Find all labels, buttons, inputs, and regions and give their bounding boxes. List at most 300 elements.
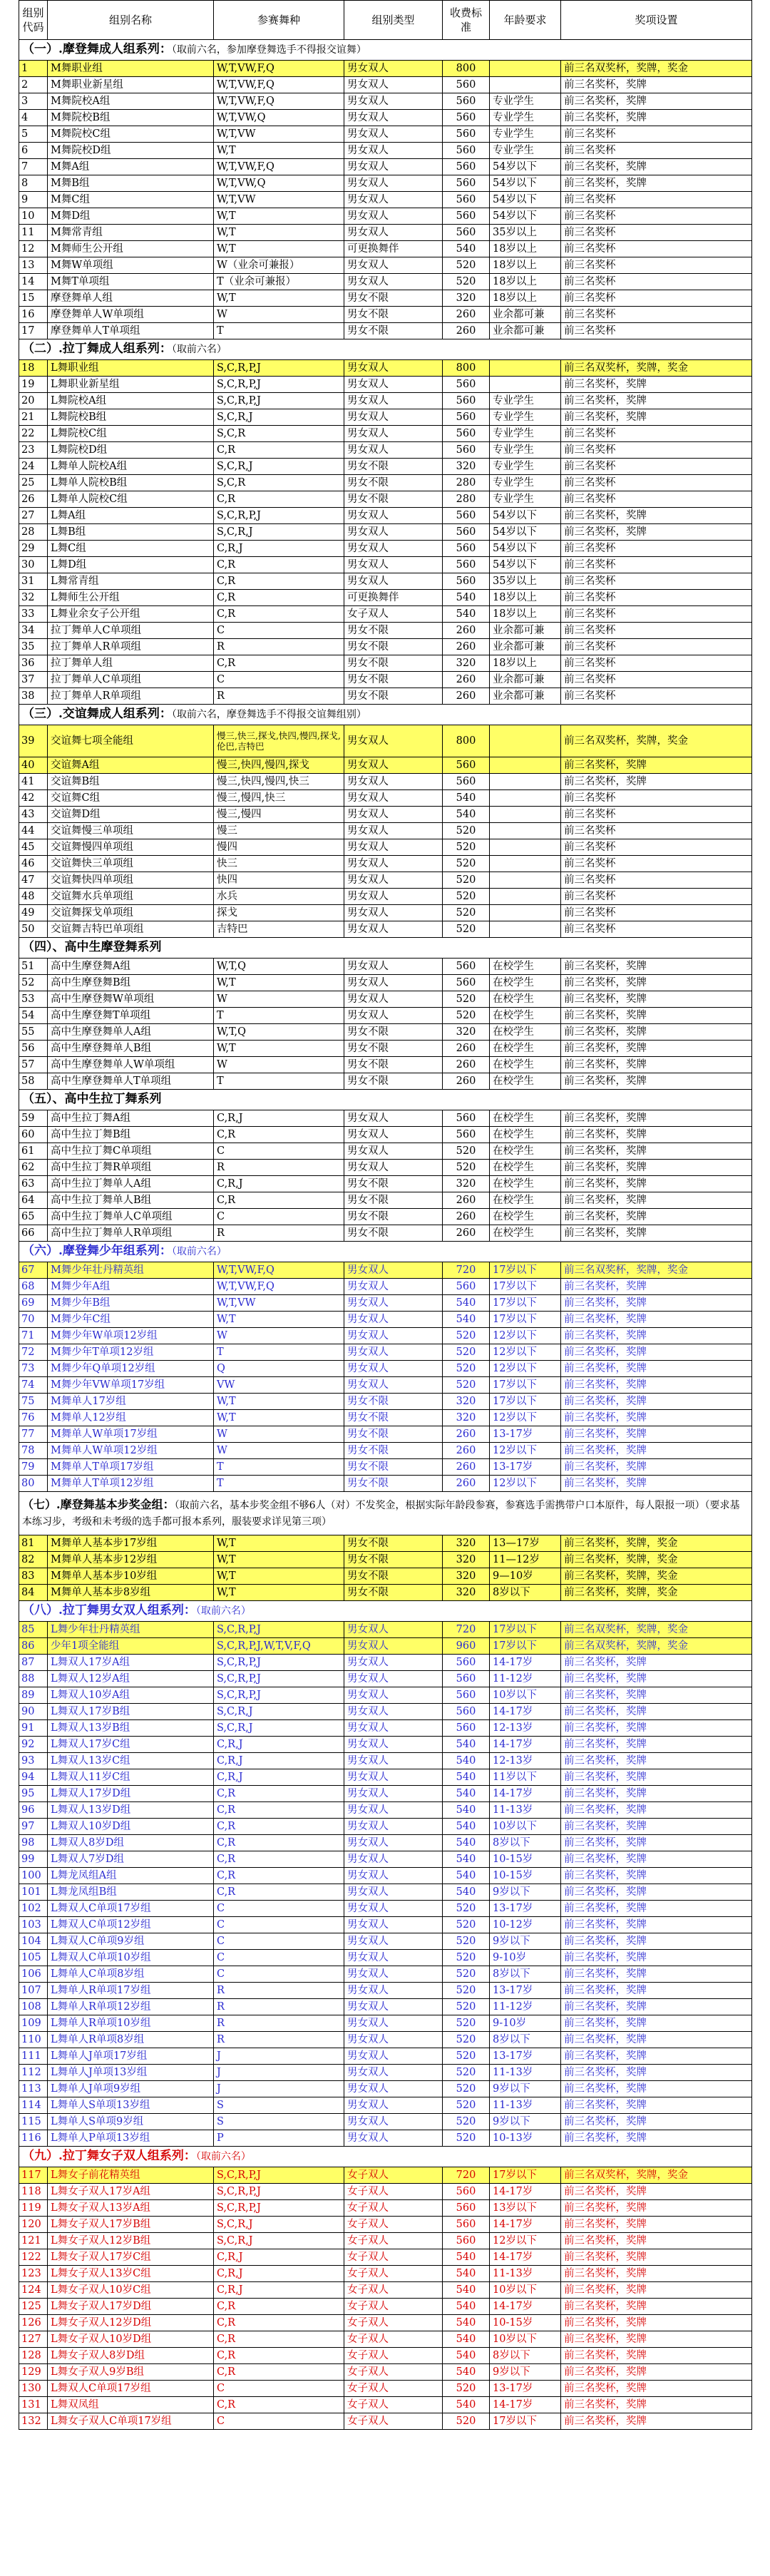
cell-group-name: L舞单人S单项13岁组 [48,2097,214,2114]
cell-fee: 560 [443,409,490,426]
cell-fee: 560 [443,225,490,241]
table-row [19,208,752,225]
cell-code: 33 [19,606,48,623]
cell-age: 8岁以下 [490,1835,561,1851]
section-note: （取前六名，参加摩登舞选手不得报交谊舞） [171,44,366,56]
cell-group-name: L舞单人院校C组 [48,491,214,508]
cell-dances: S [214,2097,344,2114]
table-row [19,1192,752,1209]
cell-group-name: M舞少年A组 [48,1279,214,1295]
cell-code: 81 [19,1535,48,1552]
cell-fee: 560 [443,110,490,126]
cell-code: 26 [19,491,48,508]
cell-group-type: 男女双人 [344,1933,443,1950]
cell-dances: C,R [214,2315,344,2331]
cell-dances: C,R,J [214,1769,344,1786]
cell-group-name: 摩登舞单人T单项组 [48,323,214,339]
table-row [19,655,752,672]
cell-dances: C,R [214,2348,344,2364]
cell-fee: 720 [443,1622,490,1638]
cell-awards: 前三名奖杯，奖牌 [561,393,752,409]
cell-age [490,774,561,790]
table-row [19,1279,752,1295]
cell-dances: W,T [214,1394,344,1410]
cell-code: 66 [19,1225,48,1242]
cell-age: 在校学生 [490,1057,561,1073]
cell-dances: R [214,2032,344,2048]
cell-code: 95 [19,1786,48,1802]
cell-group-type: 女子双人 [344,2282,443,2299]
table-row [19,1687,752,1704]
cell-dances: W,T [214,1410,344,1426]
cell-fee: 560 [443,1127,490,1143]
cell-awards: 前三名双奖杯，奖牌，奖金 [561,2167,752,2184]
cell-age [490,889,561,905]
cell-awards: 前三名奖杯 [561,623,752,639]
cell-age: 13-17岁 [490,1901,561,1917]
cell-age: 8岁以下 [490,2348,561,2364]
cell-age: 54岁以下 [490,159,561,175]
cell-awards: 前三名奖杯，奖牌 [561,2331,752,2348]
table-row [19,1983,752,1999]
cell-group-type: 男女不限 [344,688,443,705]
table-row [19,2130,752,2147]
cell-code: 2 [19,77,48,93]
cell-code: 68 [19,1279,48,1295]
cell-group-name: 拉丁舞单人R单项组 [48,688,214,705]
cell-dances: R [214,1225,344,1242]
cell-age: 13—17岁 [490,1535,561,1552]
cell-group-name: L舞女子双人17岁D组 [48,2299,214,2315]
cell-age: 在校学生 [490,1209,561,1225]
cell-group-name: L舞双人C单项12岁组 [48,1917,214,1933]
cell-group-type: 女子双人 [344,2167,443,2184]
cell-group-name: M舞师生公开组 [48,241,214,257]
cell-fee: 560 [443,2217,490,2233]
cell-group-name: M舞院校D组 [48,143,214,159]
cell-group-type: 男女双人 [344,557,443,573]
cell-code: 123 [19,2266,48,2282]
cell-code: 93 [19,1753,48,1769]
cell-awards: 前三名奖杯，奖牌 [561,1024,752,1041]
section-note: （取前六名，基本步奖金组不够6人（对）不发奖金，根据实际年龄段参赛，参赛选手需携带户口本原件，每人限报一项）（要求基本练习步，考级和未考级的选手都可报本系列，服装要求详见第三项） [22,1500,740,1528]
cell-dances: 慢三 [214,823,344,839]
cell-age: 54岁以下 [490,192,561,208]
cell-fee: 560 [443,2184,490,2200]
cell-group-type: 男女双人 [344,1753,443,1769]
cell-code: 86 [19,1638,48,1655]
cell-code: 76 [19,1410,48,1426]
cell-age: 11岁以下 [490,1769,561,1786]
cell-fee: 260 [443,307,490,323]
cell-age: 13岁以下 [490,2200,561,2217]
cell-group-name: L舞女子双人17岁B组 [48,2217,214,2233]
cell-dances: W,T,VW,F,Q [214,1279,344,1295]
table-row [19,2032,752,2048]
cell-dances: S,C,R,J [214,1720,344,1737]
cell-group-type: 女子双人 [344,2249,443,2266]
table-row [19,774,752,790]
cell-group-type: 男女双人 [344,1160,443,1176]
table-row [19,257,752,274]
table-row [19,1110,752,1127]
cell-awards: 前三名奖杯 [561,921,752,938]
cell-group-type: 男女双人 [344,774,443,790]
cell-code: 43 [19,807,48,823]
cell-awards: 前三名奖杯，奖牌 [561,1312,752,1328]
cell-code: 61 [19,1143,48,1160]
cell-awards: 前三名奖杯，奖牌 [561,2266,752,2282]
cell-group-name: L舞A组 [48,508,214,524]
cell-group-name: 交谊舞慢三单项组 [48,823,214,839]
cell-dances: J [214,2065,344,2081]
cell-awards: 前三名奖杯，奖牌 [561,1687,752,1704]
cell-group-type: 男女双人 [344,93,443,110]
cell-group-name: M舞C组 [48,192,214,208]
cell-dances: W,T,VW [214,126,344,143]
cell-code: 132 [19,2413,48,2430]
cell-fee: 260 [443,1073,490,1090]
cell-code: 31 [19,573,48,590]
cell-group-type: 男女不限 [344,323,443,339]
cell-dances: C,R [214,1802,344,1819]
section-title-cell [19,1492,752,1535]
cell-awards: 前三名奖杯，奖牌 [561,2381,752,2397]
cell-dances: S,C,R,P,J [214,2167,344,2184]
cell-code: 46 [19,856,48,872]
cell-fee: 540 [443,2364,490,2381]
cell-group-name: M舞少年W单项12岁组 [48,1328,214,1344]
cell-age: 专业学生 [490,459,561,475]
table-row [19,1753,752,1769]
cell-code: 80 [19,1476,48,1492]
cell-group-name: L舞D组 [48,557,214,573]
cell-dances: 水兵 [214,889,344,905]
cell-age: 11-12岁 [490,1999,561,2015]
cell-group-name: 交谊舞快三单项组 [48,856,214,872]
cell-fee: 260 [443,1057,490,1073]
cell-age: 在校学生 [490,1143,561,1160]
cell-fee: 560 [443,959,490,975]
cell-fee: 520 [443,1901,490,1917]
cell-group-type: 男女双人 [344,2048,443,2065]
cell-group-type: 男女双人 [344,1884,443,1901]
cell-dances: W,T,Q [214,1024,344,1041]
cell-dances: 吉特巴 [214,921,344,938]
cell-code: 60 [19,1127,48,1143]
cell-group-type: 男女双人 [344,360,443,377]
section-title-cell [19,1090,752,1110]
cell-fee: 540 [443,1295,490,1312]
cell-fee: 260 [443,1209,490,1225]
section-title: （九）.拉丁舞女子双人组系列： [22,2149,196,2163]
cell-age: 14-17岁 [490,2184,561,2200]
cell-code: 102 [19,1901,48,1917]
cell-fee: 520 [443,1328,490,1344]
cell-dances: S,C,R,J [214,524,344,541]
cell-group-type: 男女双人 [344,2032,443,2048]
cell-code: 37 [19,672,48,688]
table-row [19,889,752,905]
table-row [19,2282,752,2299]
cell-code: 55 [19,1024,48,1041]
cell-group-type: 男女双人 [344,1983,443,1999]
table-row [19,2015,752,2032]
cell-fee: 320 [443,655,490,672]
cell-group-type: 男女双人 [344,1851,443,1868]
cell-dances: C,R,J [214,541,344,557]
cell-group-type: 男女不限 [344,1225,443,1242]
cell-awards: 前三名奖杯，奖牌 [561,77,752,93]
cell-dances: W,T [214,225,344,241]
cell-fee: 540 [443,2397,490,2413]
cell-group-name: 拉丁舞单人C单项组 [48,623,214,639]
cell-code: 34 [19,623,48,639]
cell-awards: 前三名奖杯 [561,442,752,459]
cell-code: 116 [19,2130,48,2147]
cell-awards: 前三名奖杯，奖牌 [561,1394,752,1410]
cell-dances: C [214,672,344,688]
cell-code: 58 [19,1073,48,1090]
cell-group-name: M舞单人基本步10岁组 [48,1568,214,1585]
cell-awards: 前三名奖杯 [561,241,752,257]
cell-code: 79 [19,1459,48,1476]
table-row [19,2097,752,2114]
cell-age: 18岁以上 [490,655,561,672]
cell-awards: 前三名奖杯，奖牌 [561,1192,752,1209]
table-row [19,1127,752,1143]
cell-fee: 560 [443,508,490,524]
section-note: （取前六名） [171,1246,227,1257]
cell-group-type: 男女双人 [344,1361,443,1377]
cell-awards: 前三名奖杯，奖牌 [561,1851,752,1868]
cell-group-type: 男女双人 [344,1312,443,1328]
cell-group-name: L舞龙凤组B组 [48,1884,214,1901]
cell-age: 54岁以下 [490,557,561,573]
cell-awards: 前三名奖杯，奖牌 [561,2348,752,2364]
cell-dances: 慢三,慢四 [214,807,344,823]
cell-fee: 560 [443,1704,490,1720]
cell-fee: 540 [443,790,490,807]
cell-awards: 前三名奖杯，奖牌 [561,1835,752,1851]
cell-age: 业余都可兼 [490,323,561,339]
cell-awards: 前三名奖杯，奖牌 [561,2217,752,2233]
table-row [19,323,752,339]
cell-fee: 560 [443,1671,490,1687]
cell-age: 13-17岁 [490,1459,561,1476]
cell-age: 54岁以下 [490,175,561,192]
cell-group-name: L舞少年壮丹精英组 [48,1622,214,1638]
cell-group-name: L舞双人12岁A组 [48,1671,214,1687]
cell-fee: 520 [443,274,490,290]
cell-age: 54岁以下 [490,541,561,557]
table-row [19,2048,752,2065]
cell-dances: 快三 [214,856,344,872]
table-row [19,225,752,241]
cell-group-name: 高中生拉丁舞单人B组 [48,1192,214,1209]
cell-group-name: L舞单人R单项17岁组 [48,1983,214,1999]
cell-awards: 前三名奖杯，奖牌 [561,1933,752,1950]
cell-fee: 540 [443,1819,490,1835]
cell-group-name: 摩登舞单人W单项组 [48,307,214,323]
cell-code: 97 [19,1819,48,1835]
cell-age: 专业学生 [490,426,561,442]
table-row [19,143,752,159]
cell-group-type: 男女双人 [344,1622,443,1638]
cell-fee: 560 [443,1720,490,1737]
cell-awards: 前三名奖杯 [561,606,752,623]
cell-fee: 540 [443,1851,490,1868]
cell-dances: W,T [214,290,344,307]
cell-awards: 前三名奖杯，奖牌 [561,2282,752,2299]
table-row [19,991,752,1008]
table-row [19,975,752,991]
cell-group-name: L舞单人J单项9岁组 [48,2081,214,2097]
cell-dances: C,R,J [214,1753,344,1769]
section-title: （七）.摩登舞基本步奖金组： [22,1498,175,1511]
cell-age [490,377,561,393]
cell-awards: 前三名奖杯，奖牌 [561,377,752,393]
cell-dances: C [214,1901,344,1917]
cell-group-name: L舞双人8岁D组 [48,1835,214,1851]
table-row [19,856,752,872]
cell-fee: 540 [443,2348,490,2364]
table-row [19,1638,752,1655]
section-title-cell [19,1601,752,1622]
cell-group-type: 男女双人 [344,1769,443,1786]
cell-code: 117 [19,2167,48,2184]
table-row [19,377,752,393]
cell-awards: 前三名奖杯 [561,856,752,872]
cell-group-name: 高中生摩登舞T单项组 [48,1008,214,1024]
table-row [19,1884,752,1901]
cell-awards: 前三名奖杯，奖牌 [561,1704,752,1720]
cell-fee: 560 [443,1687,490,1704]
table-row [19,274,752,290]
cell-group-name: 交谊舞七项全能组 [48,725,214,757]
table-row [19,290,752,307]
cell-group-name: L舞双人10岁D组 [48,1819,214,1835]
table-row [19,1143,752,1160]
cell-group-name: L舞院校A组 [48,393,214,409]
cell-awards: 前三名奖杯，奖牌 [561,1901,752,1917]
cell-age: 54岁以下 [490,524,561,541]
header-code: 组别代码 [19,1,48,40]
table-row [19,175,752,192]
cell-group-type: 男女双人 [344,1262,443,1279]
cell-age: 9岁以下 [490,1933,561,1950]
cell-age: 在校学生 [490,1041,561,1057]
cell-code: 100 [19,1868,48,1884]
cell-code: 38 [19,688,48,705]
cell-awards: 前三名奖杯，奖牌 [561,1127,752,1143]
cell-fee: 520 [443,1361,490,1377]
cell-code: 44 [19,823,48,839]
cell-fee: 800 [443,61,490,77]
table-row [19,2114,752,2130]
table-row [19,2397,752,2413]
cell-dances: C,R [214,1884,344,1901]
cell-code: 62 [19,1160,48,1176]
cell-dances: W,T [214,1585,344,1601]
cell-group-type: 男女双人 [344,889,443,905]
cell-dances: 慢三,快四,慢四,快三 [214,774,344,790]
cell-age: 9-10岁 [490,1950,561,1966]
cell-dances: S,C,R,P,J [214,1622,344,1638]
cell-code: 87 [19,1655,48,1671]
cell-dances: S,C,R,P,J [214,360,344,377]
cell-age: 14-17岁 [490,2217,561,2233]
cell-group-type: 男女双人 [344,2097,443,2114]
cell-dances: C,R [214,606,344,623]
cell-code: 54 [19,1008,48,1024]
cell-fee: 260 [443,688,490,705]
cell-dances: C [214,1209,344,1225]
cell-awards: 前三名奖杯，奖牌 [561,2048,752,2065]
cell-fee: 560 [443,541,490,557]
cell-fee: 260 [443,1041,490,1057]
header-row [19,1,752,40]
cell-age [490,725,561,757]
cell-age: 业余都可兼 [490,688,561,705]
cell-dances: C,R [214,1786,344,1802]
cell-awards: 前三名奖杯 [561,807,752,823]
cell-group-type: 男女双人 [344,1143,443,1160]
cell-awards: 前三名奖杯，奖牌 [561,175,752,192]
cell-dances: 慢三,快四,慢四,探戈 [214,757,344,774]
cell-age: 10岁以下 [490,2282,561,2299]
cell-dances: C,R [214,655,344,672]
cell-awards: 前三名奖杯，奖牌 [561,2249,752,2266]
cell-group-type: 男女双人 [344,1737,443,1753]
cell-fee: 320 [443,1176,490,1192]
cell-awards: 前三名奖杯，奖牌 [561,159,752,175]
cell-dances: T [214,1008,344,1024]
cell-age: 10岁以下 [490,1819,561,1835]
cell-group-type: 男女不限 [344,623,443,639]
cell-group-type: 男女双人 [344,1786,443,1802]
cell-group-name: 交谊舞慢四单项组 [48,839,214,856]
cell-group-type: 男女不限 [344,672,443,688]
cell-group-name: 高中生拉丁舞B组 [48,1127,214,1143]
cell-code: 25 [19,475,48,491]
cell-code: 103 [19,1917,48,1933]
table-row [19,688,752,705]
table-row [19,426,752,442]
cell-fee: 520 [443,2065,490,2081]
cell-fee: 520 [443,839,490,856]
cell-awards: 前三名奖杯，奖牌 [561,1753,752,1769]
cell-dances: S,C,R,J [214,2217,344,2233]
cell-group-name: 交谊舞C组 [48,790,214,807]
cell-dances: C,R [214,2397,344,2413]
table-body [19,40,752,2430]
cell-code: 13 [19,257,48,274]
table-row [19,1312,752,1328]
cell-dances: S,C,R,P,J [214,508,344,524]
table-row [19,541,752,557]
cell-awards: 前三名奖杯，奖牌 [561,1443,752,1459]
cell-awards: 前三名奖杯 [561,905,752,921]
cell-age: 8岁以下 [490,1966,561,1983]
cell-group-name: L舞单人院校A组 [48,459,214,475]
cell-code: 72 [19,1344,48,1361]
cell-awards: 前三名奖杯，奖牌 [561,1884,752,1901]
cell-group-name: M舞A组 [48,159,214,175]
cell-dances: S,C,R [214,475,344,491]
cell-code: 5 [19,126,48,143]
cell-group-name: L舞院校C组 [48,426,214,442]
